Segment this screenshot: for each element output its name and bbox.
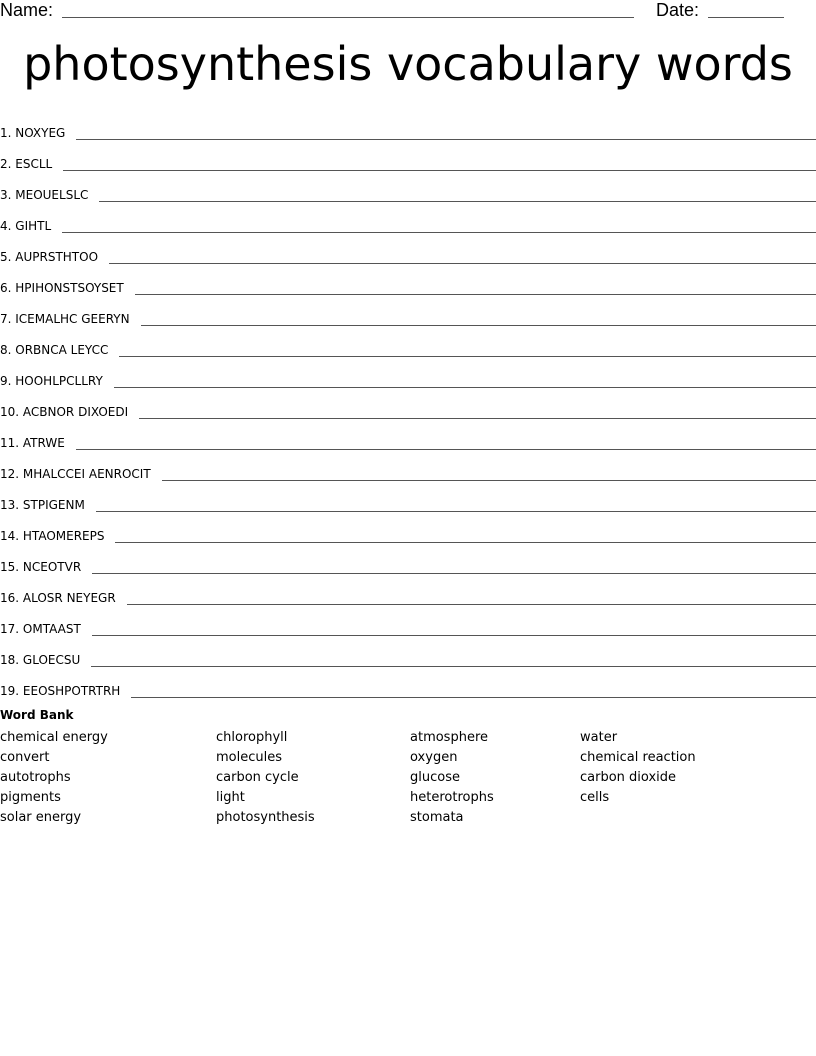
word-bank-column xyxy=(0,728,108,828)
question-row xyxy=(0,608,816,639)
scrambled-word: 3. MEOUELSLC xyxy=(0,188,89,202)
question-list xyxy=(0,112,816,701)
word-bank-word: convert xyxy=(0,750,50,765)
question-row xyxy=(0,329,816,360)
scrambled-word: 12. MHALCCEI AENROCIT xyxy=(0,467,151,481)
word-bank-title: Word Bank xyxy=(0,708,74,722)
question-row xyxy=(0,174,816,205)
word-bank-word: glucose xyxy=(410,770,460,785)
answer-blank[interactable] xyxy=(76,449,816,450)
word-bank-word: molecules xyxy=(216,750,282,765)
answer-blank[interactable] xyxy=(92,635,816,636)
scrambled-word: 4. GIHTL xyxy=(0,219,52,233)
question-row xyxy=(0,422,816,453)
question-row xyxy=(0,453,816,484)
word-bank-word: stomata xyxy=(410,810,464,825)
scrambled-word: 17. OMTAAST xyxy=(0,622,81,636)
question-row xyxy=(0,267,816,298)
word-bank-word: light xyxy=(216,790,245,805)
scrambled-word: 7. ICEMALHC GEERYN xyxy=(0,312,130,326)
word-bank-word: oxygen xyxy=(410,750,458,765)
answer-blank[interactable] xyxy=(119,356,816,357)
word-bank-word: solar energy xyxy=(0,810,82,825)
word-bank xyxy=(0,728,816,838)
question-row xyxy=(0,391,816,422)
scrambled-word: 1. NOXYEG xyxy=(0,126,66,140)
question-row xyxy=(0,639,816,670)
question-row xyxy=(0,670,816,701)
scrambled-word: 15. NCEOTVR xyxy=(0,560,82,574)
scrambled-word: 16. ALOSR NEYEGR xyxy=(0,591,116,605)
scrambled-word: 2. ESCLL xyxy=(0,157,53,171)
question-row xyxy=(0,112,816,143)
scrambled-word: 19. EEOSHPOTRTRH xyxy=(0,684,121,698)
answer-blank[interactable] xyxy=(109,263,816,264)
word-bank-word: carbon cycle xyxy=(216,770,299,785)
name-blank[interactable] xyxy=(62,17,634,18)
answer-blank[interactable] xyxy=(115,542,816,543)
answer-blank[interactable] xyxy=(162,480,816,481)
question-row xyxy=(0,143,816,174)
answer-blank[interactable] xyxy=(91,666,816,667)
answer-blank[interactable] xyxy=(135,294,816,295)
question-row xyxy=(0,236,816,267)
answer-blank[interactable] xyxy=(92,573,816,574)
answer-blank[interactable] xyxy=(141,325,816,326)
word-bank-column xyxy=(580,728,696,808)
word-bank-word: chemical energy xyxy=(0,730,108,745)
answer-blank[interactable] xyxy=(96,511,816,512)
header xyxy=(0,0,816,22)
name-label: Name: xyxy=(0,0,54,20)
question-row xyxy=(0,546,816,577)
answer-blank[interactable] xyxy=(139,418,816,419)
date-label: Date: xyxy=(656,0,700,20)
question-row xyxy=(0,298,816,329)
question-row xyxy=(0,577,816,608)
question-row xyxy=(0,205,816,236)
page-title: photosynthesis vocabulary words xyxy=(23,37,793,91)
word-bank-column xyxy=(216,728,315,828)
question-row xyxy=(0,484,816,515)
scrambled-word: 9. HOOHLPCLLRY xyxy=(0,374,103,388)
word-bank-column xyxy=(410,728,494,828)
scrambled-word: 5. AUPRSTHTOO xyxy=(0,250,99,264)
word-bank-word: autotrophs xyxy=(0,770,71,785)
answer-blank[interactable] xyxy=(114,387,816,388)
answer-blank[interactable] xyxy=(131,697,816,698)
scrambled-word: 8. ORBNCA LEYCC xyxy=(0,343,109,357)
word-bank-word: pigments xyxy=(0,790,61,805)
question-row xyxy=(0,360,816,391)
word-bank-word: chemical reaction xyxy=(580,750,696,765)
scrambled-word: 14. HTAOMEREPS xyxy=(0,529,105,543)
scrambled-word: 13. STPIGENM xyxy=(0,498,85,512)
question-row xyxy=(0,515,816,546)
word-bank-word: cells xyxy=(580,790,610,805)
scrambled-word: 11. ATRWE xyxy=(0,436,65,450)
answer-blank[interactable] xyxy=(62,232,816,233)
answer-blank[interactable] xyxy=(63,170,816,171)
word-bank-word: photosynthesis xyxy=(216,810,315,825)
word-bank-word: water xyxy=(580,730,618,745)
date-blank[interactable] xyxy=(708,17,784,18)
scrambled-word: 10. ACBNOR DIXOEDI xyxy=(0,405,129,419)
word-bank-word: chlorophyll xyxy=(216,730,288,745)
word-bank-word: atmosphere xyxy=(410,730,488,745)
scrambled-word: 6. HPIHONSTSOYSET xyxy=(0,281,124,295)
answer-blank[interactable] xyxy=(99,201,816,202)
word-bank-word: heterotrophs xyxy=(410,790,494,805)
word-bank-word: carbon dioxide xyxy=(580,770,677,785)
answer-blank[interactable] xyxy=(127,604,816,605)
scrambled-word: 18. GLOECSU xyxy=(0,653,81,667)
answer-blank[interactable] xyxy=(76,139,816,140)
